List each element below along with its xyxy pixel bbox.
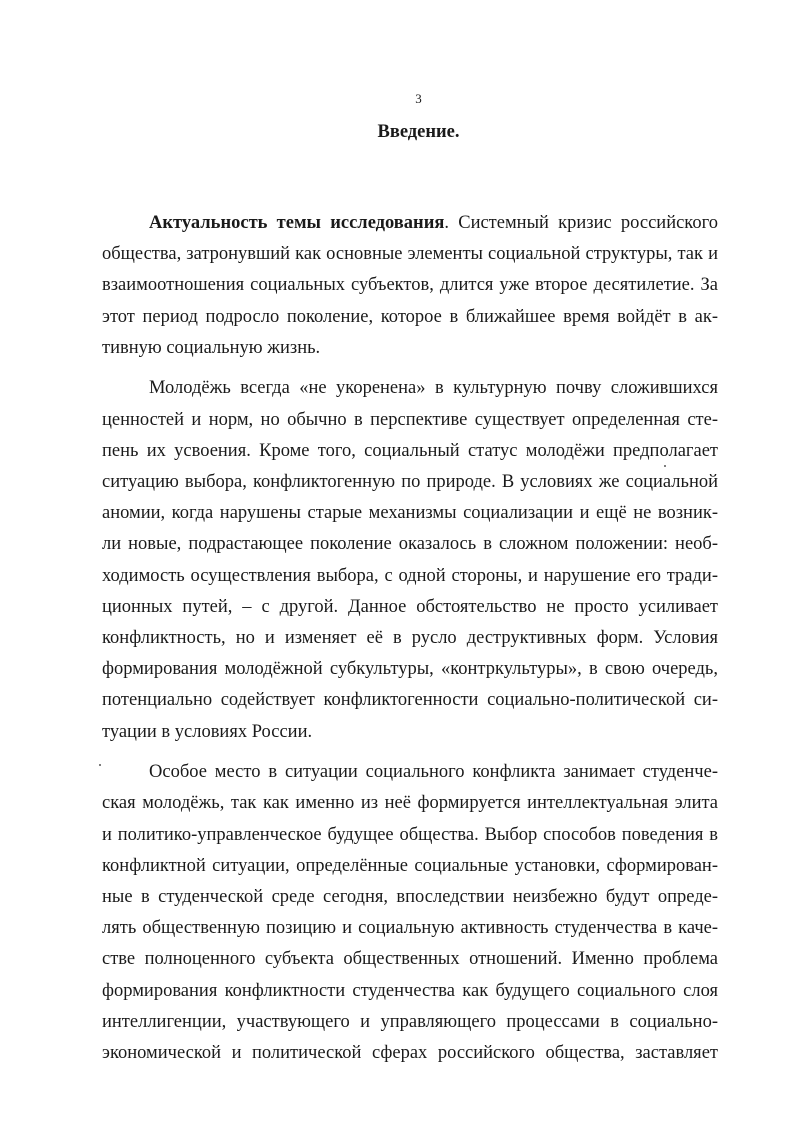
text-line: интеллигенции, участвующего и управляющего процессами в социально- bbox=[102, 1011, 718, 1032]
text-line: ходимость осуществления выбора, с одной стороны, и нарушение его тради- bbox=[102, 565, 718, 586]
text-line: потенциально содействует конфликтогенности социально-политической си- bbox=[102, 690, 718, 711]
paragraph-3 bbox=[102, 757, 718, 1069]
scan-speck bbox=[99, 764, 101, 766]
text-line: ные в студенческой среде сегодня, впоследствии неизбежно будут опреде- bbox=[102, 886, 718, 907]
text-line: Актуальность темы исследования. Системный кризис российского bbox=[149, 213, 718, 233]
paragraph-2 bbox=[102, 373, 718, 747]
text-line: взаимоотношения социальных субъектов, длится уже второе десятилетие. За bbox=[102, 275, 718, 296]
text-line: аномии, когда нарушены старые механизмы социализации и ещё не возник- bbox=[102, 503, 718, 524]
text-line: пень их усвоения. Кроме того, социальный статус молодёжи предполагает bbox=[102, 440, 718, 461]
text-line: конфликтность, но и изменяет её в русло деструктивных форм. Условия bbox=[102, 627, 718, 648]
text-line: формирования конфликтности студенчества как будущего социального слоя bbox=[102, 980, 718, 1001]
text-line: ли новые, подрастающее поколение оказалось в сложном положении: необ- bbox=[102, 534, 718, 555]
text-line: формирования молодёжной субкультуры, «контркультуры», в свою очередь, bbox=[102, 659, 718, 680]
bold-lead-phrase: Актуальность темы исследования bbox=[149, 213, 445, 233]
text-line: конфликтной ситуации, определённые социальные установки, сформирован- bbox=[102, 855, 718, 876]
text-line: Молодёжь всегда «не укоренена» в культурную почву сложившихся bbox=[149, 378, 718, 399]
page-number: 3 bbox=[415, 91, 422, 106]
text-line: экономической и политической сферах российского общества, заставляет bbox=[102, 1042, 718, 1063]
text-line: лять общественную позицию и социальную активность студенчества в каче- bbox=[102, 918, 718, 939]
text-line: общества, затронувший как основные элементы социальной структуры, так и bbox=[102, 244, 718, 265]
scan-speck bbox=[664, 465, 666, 467]
section-heading: Введение. bbox=[377, 122, 460, 142]
text-line: ситуацию выбора, конфликтогенную по природе. В условиях же социальной bbox=[102, 472, 718, 492]
text-line: тивную социальную жизнь. bbox=[102, 337, 321, 358]
text-line: Особое место в ситуации социального конфликта занимает студенче- bbox=[149, 762, 718, 783]
text-line: ценностей и норм, но обычно в перспективе существует определенная сте- bbox=[102, 409, 718, 430]
paragraph-1 bbox=[102, 208, 718, 364]
text-line: и политико-управленческое будущее общества. Выбор способов поведения в bbox=[102, 824, 718, 845]
text-line: туации в условиях России. bbox=[102, 721, 313, 742]
text-line: ционных путей, – с другой. Данное обстоятельство не просто усиливает bbox=[102, 596, 718, 617]
text-line: этот период подросло поколение, которое в ближайшее время войдёт в ак- bbox=[102, 306, 718, 327]
text-line: ская молодёжь, так как именно из неё формируется интеллектуальная элита bbox=[102, 793, 718, 814]
body-text bbox=[102, 208, 718, 1079]
text-line: стве полноценного субъекта общественных отношений. Именно проблема bbox=[102, 949, 718, 970]
